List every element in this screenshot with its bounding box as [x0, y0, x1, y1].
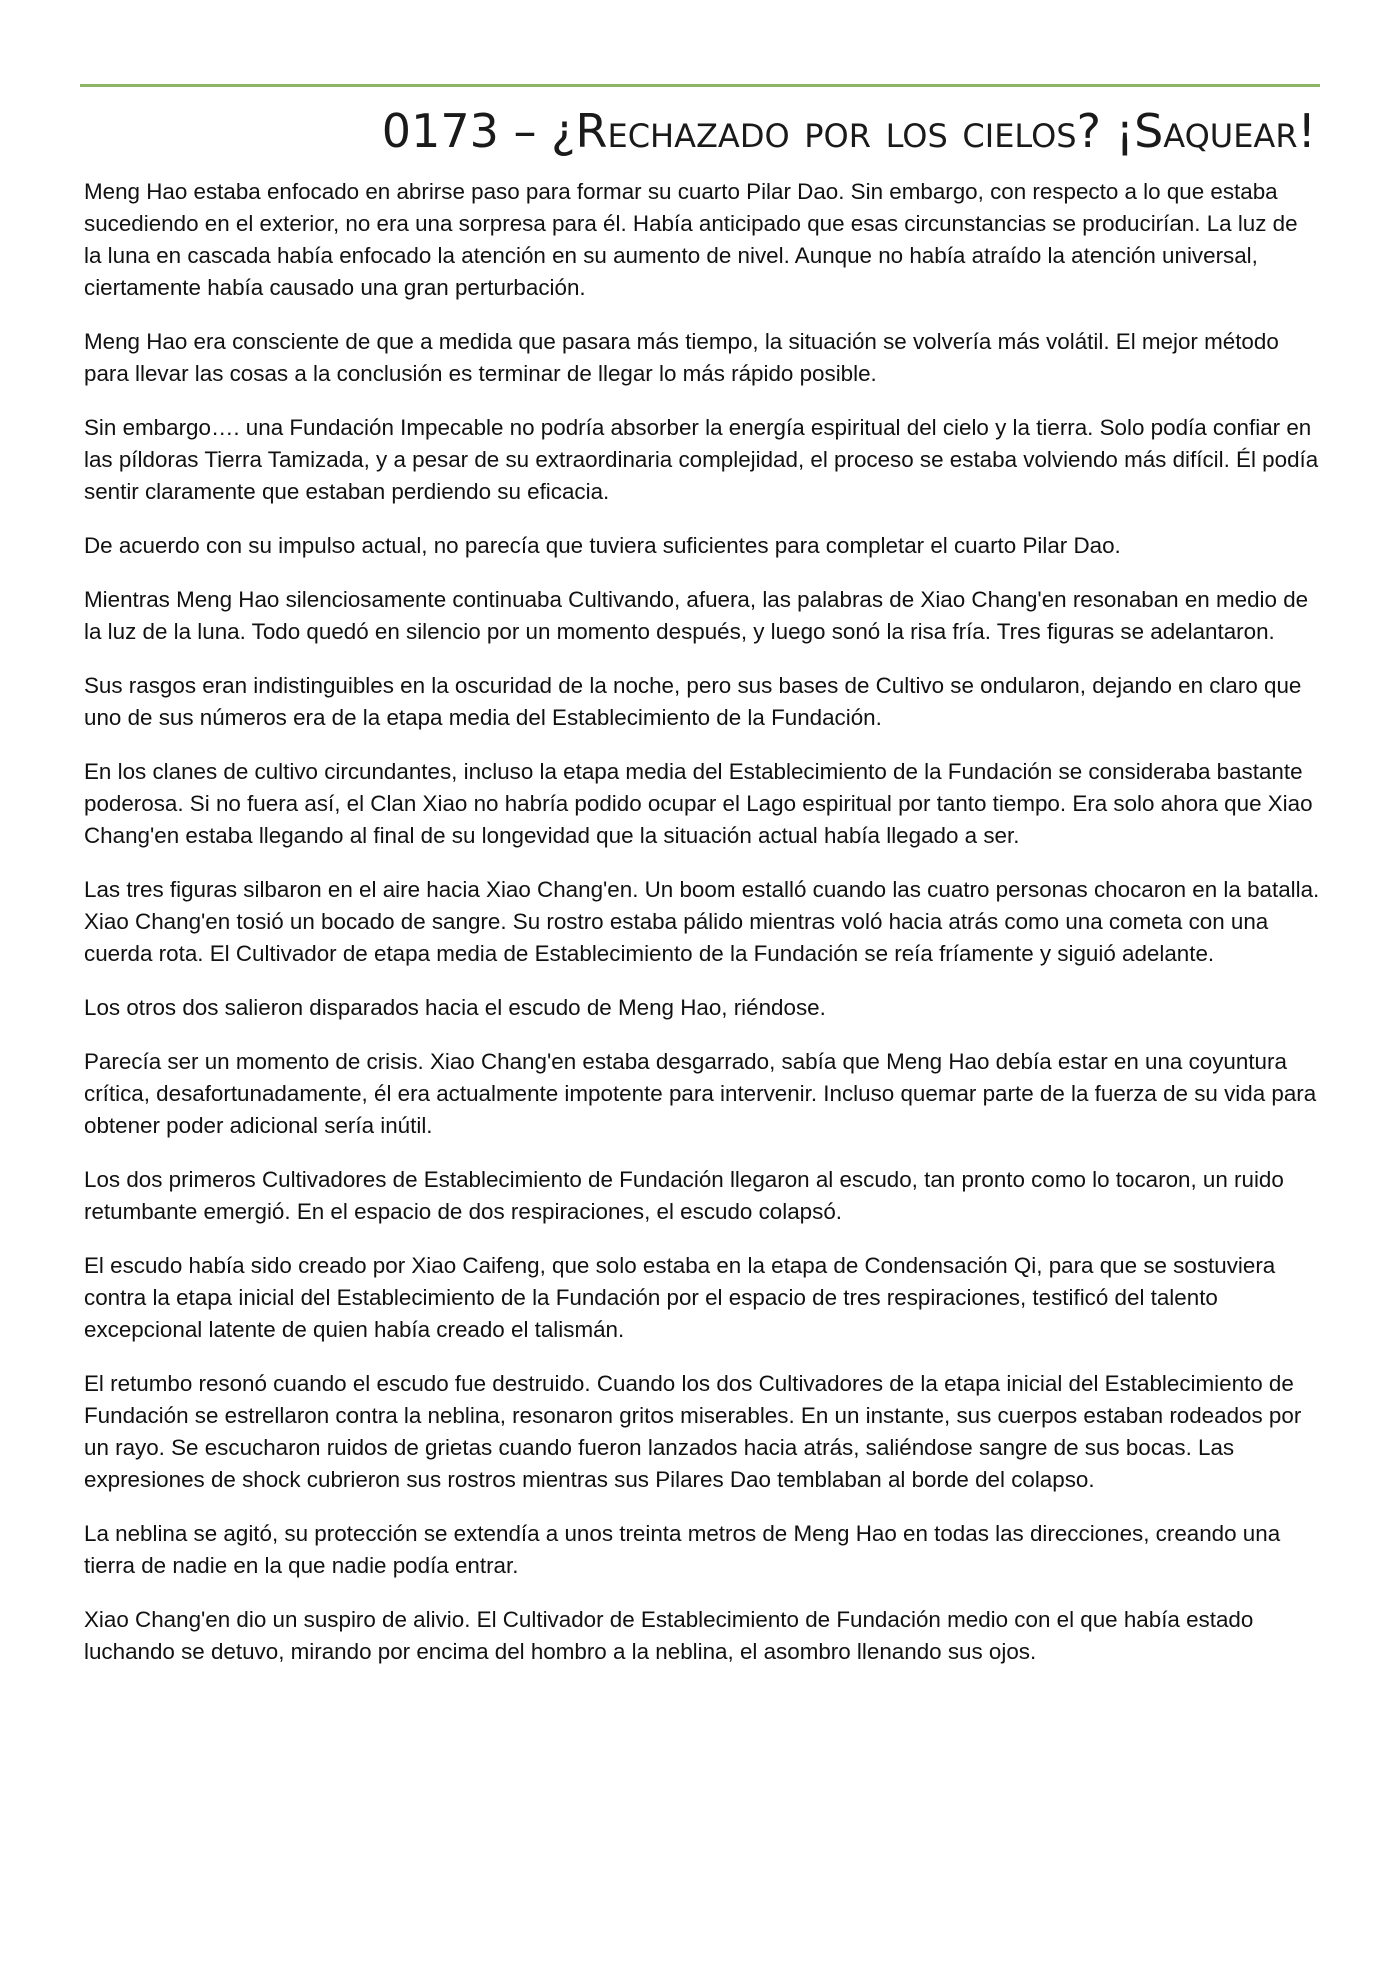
paragraph-2: Meng Hao era consciente de que a medida que pasara más tiempo, la situación se volvería más volátil. El mejor método para llevar las cosas a la conclusión es terminar de llegar lo más rápido posible. [84, 329, 1279, 386]
paragraph-10: Parecía ser un momento de crisis. Xiao Chang'en estaba desgarrado, sabía que Meng Hao debía estar en una coyuntura crítica, desafortunadamente, él era actualmente impotente para intervenir. Incluso quemar parte de la fuerza de su vida para obtener poder adicional sería inútil. [84, 1049, 1317, 1138]
paragraph-8: Las tres figuras silbaron en el aire hacia Xiao Chang'en. Un boom estalló cuando las cuatro personas chocaron en la batalla. Xiao Chang'en tosió un bocado de sangre. Su rostro estaba pálido mientras voló hacia atrás como una cometa con una cuerda rota. El Cultivador de etapa media de Establecimiento de la Fundación se reía fríamente y siguió adelante. [84, 877, 1320, 966]
paragraph-13: El retumbo resonó cuando el escudo fue destruido. Cuando los dos Cultivadores de la etapa inicial del Establecimiento de Fundación se estrellaron contra la neblina, resonaron gritos miserables. En un instante, sus cuerpos estaban rodeados por un rayo. Se escucharon ruidos de grietas cuando fueron lanzados hacia atrás, saliéndose sangre de sus bocas. Las expresiones de shock cubrieron sus rostros mientras sus Pilares Dao temblaban al borde del colapso. [84, 1371, 1302, 1492]
chapter-title: 0173 – ¿Rechazado por los cielos? ¡Saquear! [381, 104, 1316, 158]
paragraph-5: Mientras Meng Hao silenciosamente continuaba Cultivando, afuera, las palabras de Xiao Chang'en resonaban en medio de la luz de la luna. Todo quedó en silencio por un momento después, y luego sonó la risa fría. Tres figuras se adelantaron. [84, 587, 1309, 644]
paragraph-11: Los dos primeros Cultivadores de Establecimiento de Fundación llegaron al escudo, tan pronto como lo tocaron, un ruido retumbante emergió. En el espacio de dos respiraciones, el escudo colapsó. [84, 1167, 1284, 1224]
paragraph-1: Meng Hao estaba enfocado en abrirse paso para formar su cuarto Pilar Dao. Sin embargo, con respecto a lo que estaba sucediendo en el exterior, no era una sorpresa para él. Había anticipado que esas circunstancias se producirían. La luz de la luna en cascada había enfocado la atención en su aumento de nivel. Aunque no había atraído la atención universal, ciertamente había causado una gran perturbación. [84, 179, 1298, 300]
paragraph-14: La neblina se agitó, su protección se extendía a unos treinta metros de Meng Hao en todas las direcciones, creando una tierra de nadie en la que nadie podía entrar. [84, 1521, 1281, 1578]
paragraph-15: Xiao Chang'en dio un suspiro de alivio. El Cultivador de Establecimiento de Fundación medio con el que había estado luchando se detuvo, mirando por encima del hombro a la neblina, el asombro llenando sus ojos. [84, 1607, 1254, 1664]
chapter-body [84, 176, 1320, 1690]
paragraph-6: Sus rasgos eran indistinguibles en la oscuridad de la noche, pero sus bases de Cultivo se ondularon, dejando en claro que uno de sus números era de la etapa media del Establecimiento de la Fundación. [84, 673, 1302, 730]
paragraph-3: Sin embargo…. una Fundación Impecable no podría absorber la energía espiritual del cielo y la tierra. Solo podía confiar en las píldoras Tierra Tamizada, y a pesar de su extraordinaria complejidad, el proceso se estaba volviendo más difícil. Él podía sentir claramente que estaban perdiendo su eficacia. [84, 415, 1319, 504]
header-rule [80, 84, 1320, 87]
paragraph-9: Los otros dos salieron disparados hacia el escudo de Meng Hao, riéndose. [84, 995, 826, 1020]
paragraph-7: En los clanes de cultivo circundantes, incluso la etapa media del Establecimiento de la Fundación se consideraba bastante poderosa. Si no fuera así, el Clan Xiao no habría podido ocupar el Lago espiritual por tanto tiempo. Era solo ahora que Xiao Chang'en estaba llegando al final de su longevidad que la situación actual había llegado a ser. [84, 759, 1313, 848]
paragraph-4: De acuerdo con su impulso actual, no parecía que tuviera suficientes para completar el cuarto Pilar Dao. [84, 533, 1121, 558]
paragraph-12: El escudo había sido creado por Xiao Caifeng, que solo estaba en la etapa de Condensación Qi, para que se sostuviera contra la etapa inicial del Establecimiento de la Fundación por el espacio de tres respiraciones, testificó del talento excepcional latente de quien había creado el talismán. [84, 1253, 1276, 1342]
